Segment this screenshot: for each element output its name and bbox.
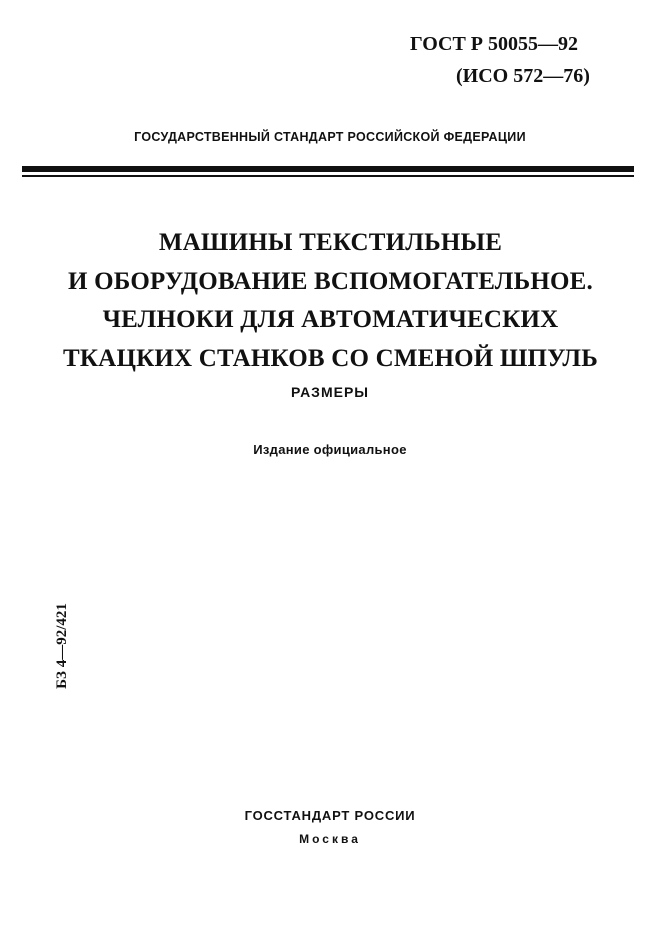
title-line: МАШИНЫ ТЕКСТИЛЬНЫЕ	[158, 229, 503, 256]
title-line: И ОБОРУДОВАНИЕ ВСПОМОГАТЕЛЬНОЕ.	[68, 267, 593, 295]
title-line: ЧЕЛНОКИ ДЛЯ АВТОМАТИЧЕСКИХ	[102, 306, 559, 333]
title-line: ТКАЦКИХ СТАНКОВ СО СМЕНОЙ ШПУЛЬ	[62, 344, 598, 372]
header-rule-thin	[22, 175, 634, 177]
header-rule-thick	[22, 166, 634, 172]
document-title	[40, 224, 621, 378]
document-subtitle: РАЗМЕРЫ	[290, 384, 370, 400]
state-standard-heading: ГОСУДАРСТВЕННЫЙ СТАНДАРТ РОССИЙСКОЙ ФЕДЕРАЦИИ	[134, 130, 526, 144]
edition-note: Издание официальное	[253, 442, 407, 457]
side-code: БЗ 4—92/421	[54, 603, 70, 689]
publisher: ГОССТАНДАРТ РОССИИ	[244, 808, 416, 823]
standard-number: ГОСТ Р 50055—92	[410, 33, 579, 55]
iso-number: (ИСО 572—76)	[456, 65, 590, 87]
city: Москва	[299, 832, 361, 846]
